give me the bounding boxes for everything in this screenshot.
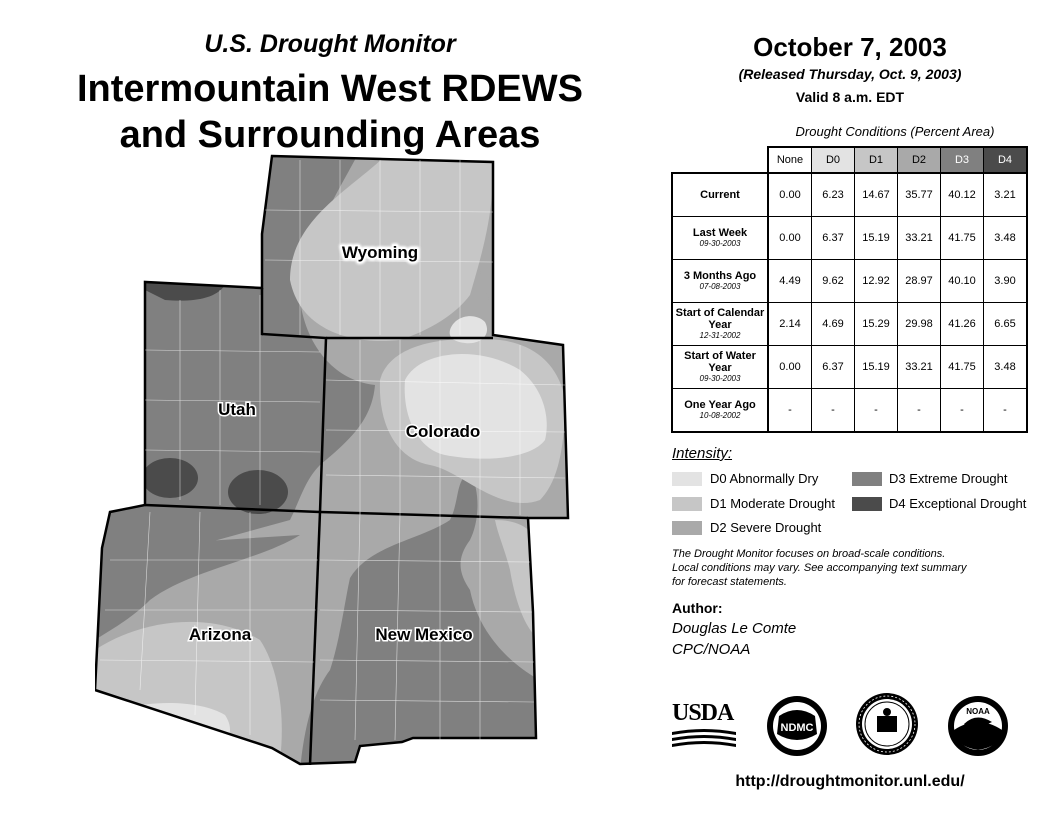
table-cell: 15.29 bbox=[855, 303, 898, 346]
table-cell: 9.62 bbox=[812, 260, 855, 303]
legend-swatch-d0 bbox=[672, 472, 702, 486]
ndmc-logo bbox=[765, 694, 829, 758]
col-header-d1: D1 bbox=[855, 147, 898, 173]
table-cell: 0.00 bbox=[768, 217, 812, 260]
table-cell: 3.48 bbox=[984, 217, 1028, 260]
author-label: Author: bbox=[672, 600, 723, 616]
table-cell: 6.65 bbox=[984, 303, 1028, 346]
website-link[interactable]: http://droughtmonitor.unl.edu/ bbox=[735, 773, 965, 790]
note-line: Local conditions may vary. See accompanying text summary bbox=[672, 562, 967, 574]
author-org: CPC/NOAA bbox=[672, 641, 751, 658]
table-caption: Drought Conditions (Percent Area) bbox=[795, 124, 995, 139]
state-label-new-mexico: New Mexico bbox=[375, 625, 473, 644]
table-cell: 6.23 bbox=[812, 173, 855, 217]
state-label-colorado: Colorado bbox=[405, 422, 481, 441]
table-row bbox=[672, 260, 1027, 303]
d4-area-utah-west bbox=[142, 458, 198, 498]
table-cell: 40.12 bbox=[941, 173, 984, 217]
usda-logo: USDA bbox=[672, 700, 736, 748]
commerce-seal-logo bbox=[855, 692, 919, 756]
table-cell: - bbox=[855, 389, 898, 433]
legend-label-d0: D0 Abnormally Dry bbox=[710, 471, 819, 486]
row-label-start-water-year: Start of Water Year 09-30-2003 bbox=[672, 346, 768, 389]
table-cell: - bbox=[812, 389, 855, 433]
row-label-last-week: Last Week 09-30-2003 bbox=[672, 217, 768, 260]
table-cell: 0.00 bbox=[768, 346, 812, 389]
drought-conditions-table bbox=[671, 146, 1028, 433]
title-line-2: and Surrounding Areas bbox=[119, 114, 541, 156]
title-line-1: Intermountain West RDEWS bbox=[77, 68, 583, 110]
drought-map bbox=[95, 150, 575, 770]
disclaimer-note bbox=[672, 547, 1032, 589]
table-cell: 41.75 bbox=[941, 217, 984, 260]
state-label-wyoming: Wyoming bbox=[341, 243, 419, 262]
legend-label-d2: D2 Severe Drought bbox=[710, 520, 822, 535]
svg-text:NOAA: NOAA bbox=[966, 707, 990, 716]
table-cell: - bbox=[898, 389, 941, 433]
map-subtitle: U.S. Drought Monitor bbox=[204, 30, 456, 58]
note-line: for forecast statements. bbox=[672, 576, 787, 588]
table-cell: 14.67 bbox=[855, 173, 898, 217]
table-cell: 12.92 bbox=[855, 260, 898, 303]
map-title bbox=[20, 66, 640, 158]
map-date: October 7, 2003 bbox=[753, 32, 947, 62]
table-row bbox=[672, 173, 1027, 217]
table-row bbox=[672, 389, 1027, 433]
table-cell: 41.26 bbox=[941, 303, 984, 346]
table-cell: 3.48 bbox=[984, 346, 1028, 389]
table-cell: 35.77 bbox=[898, 173, 941, 217]
table-row bbox=[672, 346, 1027, 389]
col-header-none: None bbox=[768, 147, 812, 173]
table-cell: 40.10 bbox=[941, 260, 984, 303]
table-cell: 33.21 bbox=[898, 217, 941, 260]
d4-area-utah-east bbox=[228, 470, 288, 514]
table-cell: - bbox=[941, 389, 984, 433]
legend-label-d1: D1 Moderate Drought bbox=[710, 496, 836, 511]
col-header-d2: D2 bbox=[898, 147, 941, 173]
svg-text:NDMC: NDMC bbox=[780, 722, 814, 734]
table-row bbox=[672, 303, 1027, 346]
row-label-one-year-ago: One Year Ago 10-08-2002 bbox=[672, 389, 768, 433]
table-row bbox=[672, 217, 1027, 260]
table-cell: 6.37 bbox=[812, 346, 855, 389]
legend-swatch-d4 bbox=[852, 497, 882, 511]
table-cell: 3.21 bbox=[984, 173, 1028, 217]
table-cell: 4.49 bbox=[768, 260, 812, 303]
row-label-3-months-ago: 3 Months Ago 07-08-2003 bbox=[672, 260, 768, 303]
col-header-d3: D3 bbox=[941, 147, 984, 173]
row-label-start-calendar-year: Start of Calendar Year 12-31-2002 bbox=[672, 303, 768, 346]
author-name: Douglas Le Comte bbox=[672, 620, 797, 637]
noaa-logo bbox=[946, 694, 1010, 758]
table-cell: 33.21 bbox=[898, 346, 941, 389]
legend-label-d3: D3 Extreme Drought bbox=[889, 471, 1008, 486]
legend-swatch-d3 bbox=[852, 472, 882, 486]
note-line: The Drought Monitor focuses on broad-scale conditions. bbox=[672, 548, 946, 560]
state-label-arizona: Arizona bbox=[188, 625, 252, 644]
state-label-utah: Utah bbox=[218, 400, 256, 419]
table-cell: 6.37 bbox=[812, 217, 855, 260]
release-date: (Released Thursday, Oct. 9, 2003) bbox=[738, 66, 962, 82]
table-cell: 41.75 bbox=[941, 346, 984, 389]
legend-swatch-d2 bbox=[672, 521, 702, 535]
table-cell: 0.00 bbox=[768, 173, 812, 217]
table-cell: 29.98 bbox=[898, 303, 941, 346]
legend-label-d4: D4 Exceptional Drought bbox=[889, 496, 1027, 511]
table-cell: 2.14 bbox=[768, 303, 812, 346]
col-header-d0: D0 bbox=[812, 147, 855, 173]
table-cell: 28.97 bbox=[898, 260, 941, 303]
table-cell: 4.69 bbox=[812, 303, 855, 346]
drought-areas bbox=[95, 150, 575, 770]
legend-title: Intensity: bbox=[672, 445, 733, 462]
valid-time: Valid 8 a.m. EDT bbox=[795, 89, 905, 105]
table-header-row bbox=[672, 147, 1027, 173]
table-cell: 3.90 bbox=[984, 260, 1028, 303]
table-cell: - bbox=[768, 389, 812, 433]
table-cell: 15.19 bbox=[855, 217, 898, 260]
d0-area-arizona bbox=[120, 703, 230, 750]
col-header-d4: D4 bbox=[984, 147, 1028, 173]
legend-swatch-d1 bbox=[672, 497, 702, 511]
table-cell: - bbox=[984, 389, 1028, 433]
table-cell: 15.19 bbox=[855, 346, 898, 389]
row-label-current: Current bbox=[672, 173, 768, 217]
